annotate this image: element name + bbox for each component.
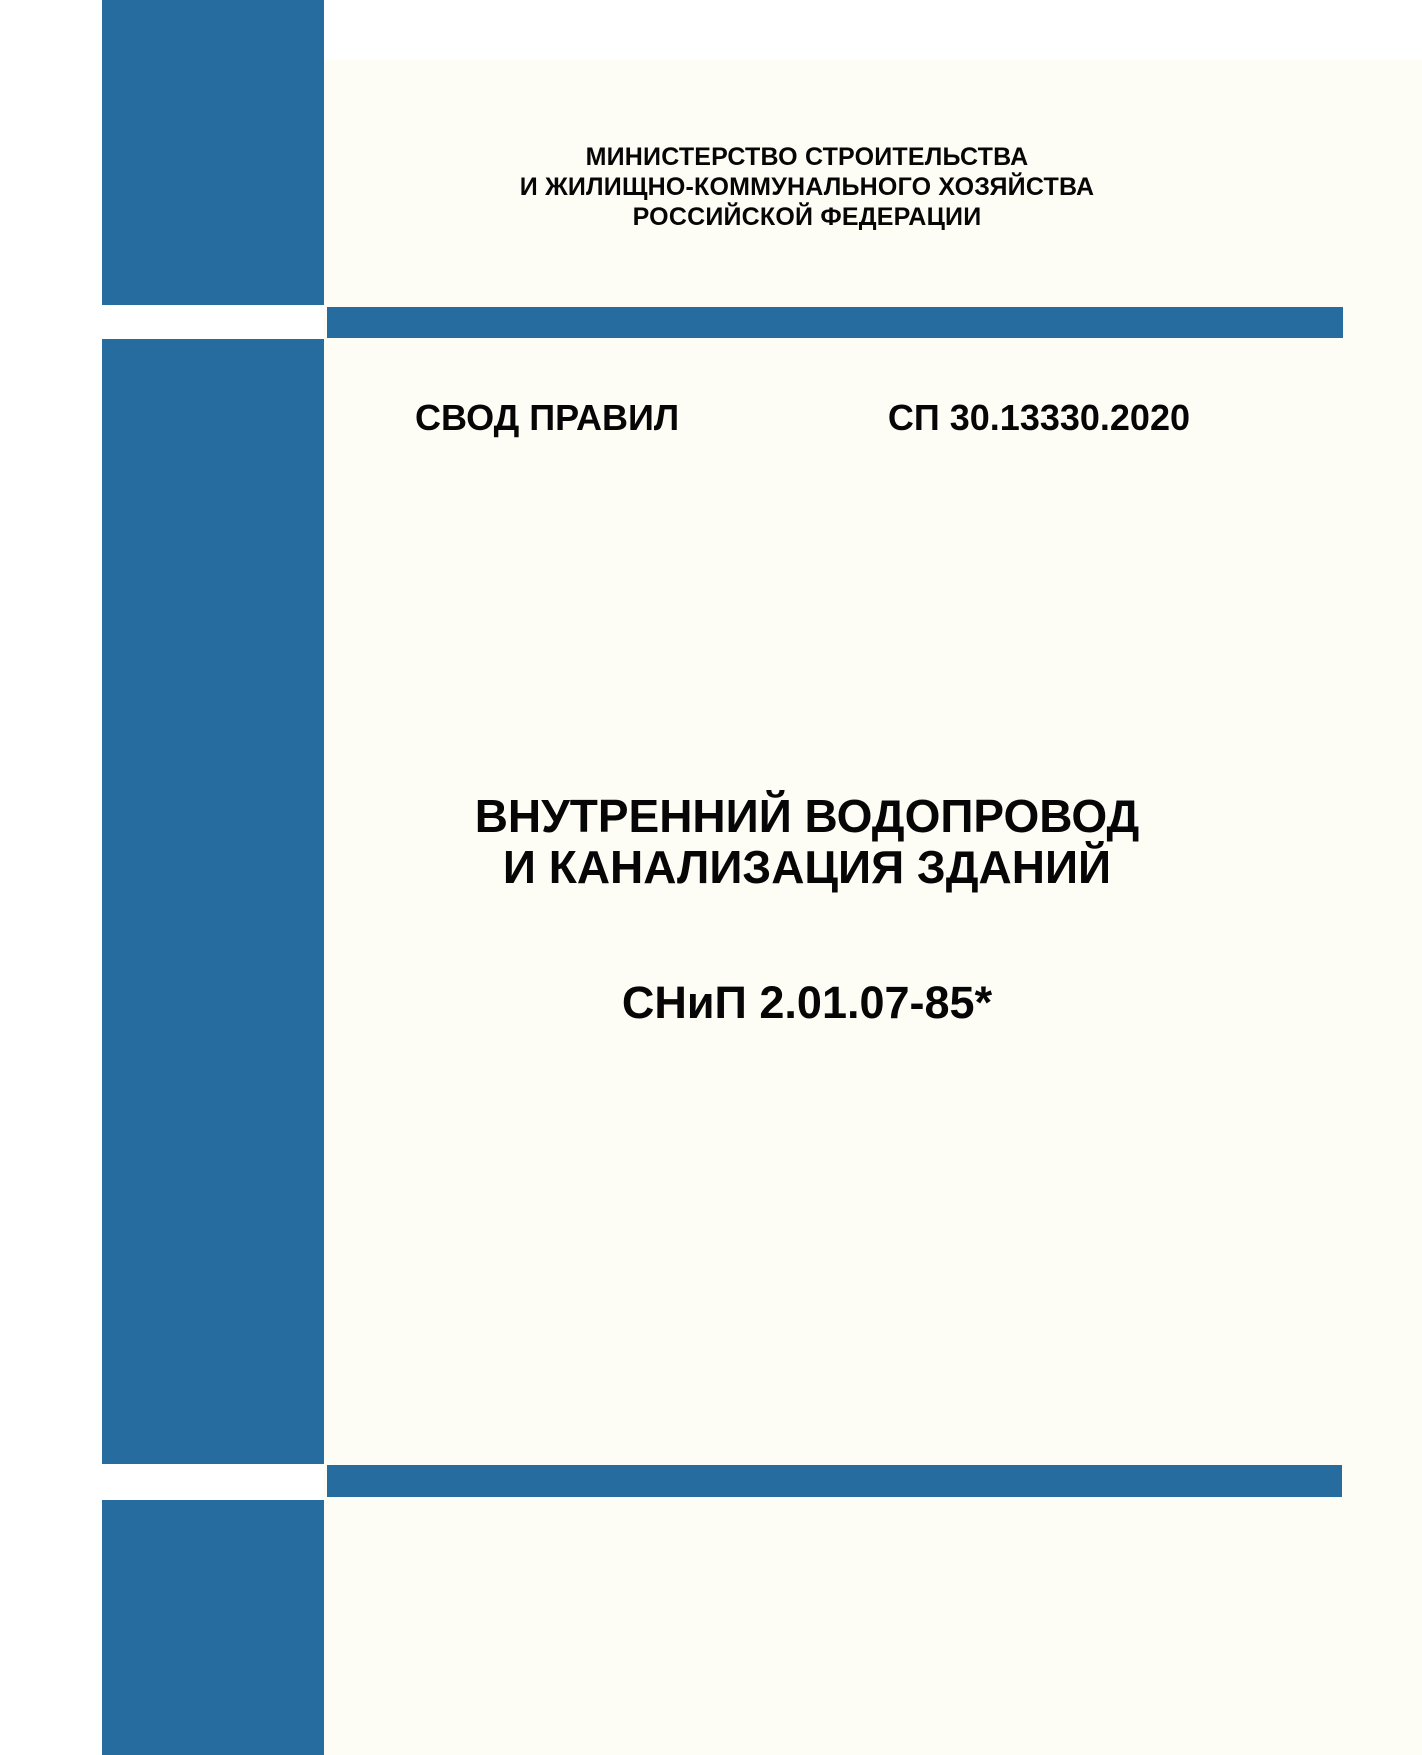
ministry-line-3: РОССИЙСКОЙ ФЕДЕРАЦИИ: [632, 203, 982, 231]
snip-reference-text: СНиП 2.01.07-85*: [621, 977, 993, 1028]
ministry-line-2: И ЖИЛИЩНО-КОММУНАЛЬНОГО ХОЗЯЙСТВА: [519, 173, 1095, 201]
designation-row: [0, 396, 1422, 440]
document-type-label: СВОД ПРАВИЛ: [415, 397, 680, 438]
left-accent-bar-top-segment: [102, 0, 324, 305]
ministry-line-1: МИНИСТЕРСТВО СТРОИТЕЛЬСТВА: [585, 143, 1029, 171]
bottom-horizontal-rule-bar: [327, 1465, 1342, 1497]
document-number: СП 30.13330.2020: [887, 397, 1190, 438]
document-title: [324, 791, 1290, 893]
document-title-line-1: ВНУТРЕННИЙ ВОДОПРОВОД: [474, 790, 1140, 842]
left-accent-bar-bottom-segment: [102, 1500, 324, 1755]
document-title-line-2: И КАНАЛИЗАЦИЯ ЗДАНИЙ: [502, 841, 1112, 893]
left-accent-bar-middle-segment: [102, 339, 324, 1464]
ministry-header: [324, 142, 1290, 232]
top-horizontal-rule-bar: [327, 307, 1343, 338]
snip-reference: [324, 978, 1290, 1028]
